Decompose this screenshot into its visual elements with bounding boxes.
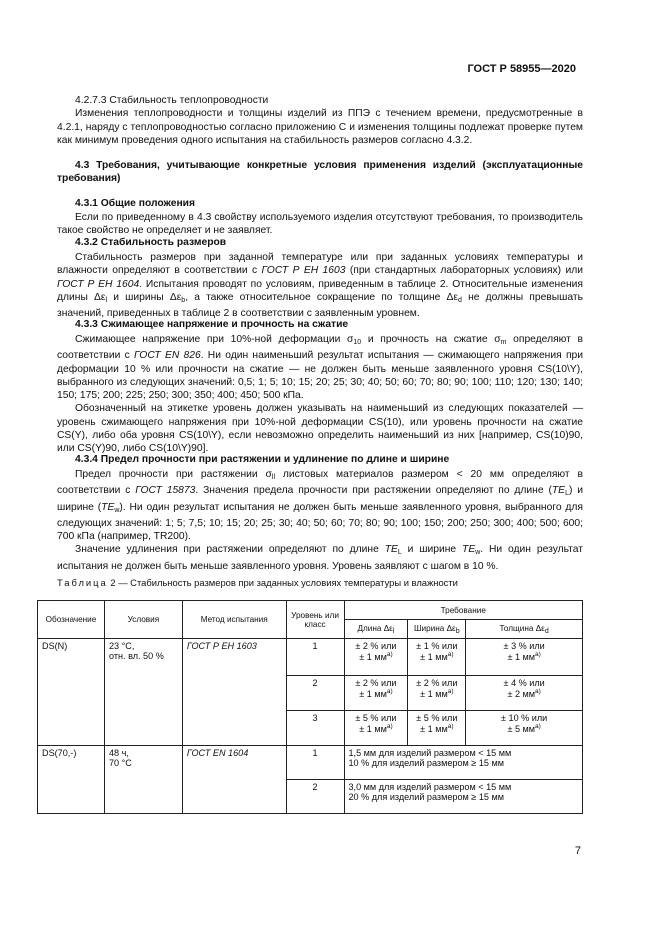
- document-id: ГОСТ Р 58955—2020: [467, 63, 576, 75]
- header-length: Длина Δεl: [344, 620, 408, 639]
- cell-conditions: 23 °C, отн. вл. 50 %: [104, 639, 182, 746]
- section-432-paragraph: Стабильность размеров при заданной температуре или при заданных условиях температуры и влажности определяют в соответствии с ГОСТ Р ЕН 1603 (при стандартных лабораторных условиях) или ГОСТ Р ЕН 1604. Испытания проводят по условиям, приведенным в таблице 2. Относительные изменения длины $\Delta\varepsilon_l$ и ширины $\Delta\varepsilon_b$, а также относительное сокращение по толщине $\Delta\varepsilon_d$ не должны превышать значений, приведенных в таблице 2 в соответствии с заявленным уровнем.: [57, 252, 584, 320]
- cell-level: 1: [286, 639, 344, 676]
- section-434-paragraph-1: Предел прочности при растяжении $\sigma_{ll}$ листовых материалов размером < 20 мм определяют в соответствии с ГОСТ 15873. Значения предела прочности при растяжении определяют по длине $(TE_L)$ и ширине $(TE_w)$. Ни один результат испытания не должен быть меньше заявленного уровня, выбранного для следующих значений: 1; 5; 7,5; 10; 15; 20; 25; 30; 40; 50; 60; 70; 80; 90; 100; 150; 200; 250; 300; 400; 500; 600; 700 кПа (например, TR200).: [57, 469, 583, 543]
- ref-gost-15873: ГОСТ 15873: [135, 485, 196, 497]
- ref-gost-1604: ГОСТ Р ЕН 1604: [57, 278, 140, 290]
- ref-gost-826: ГОСТ EN 826: [134, 350, 201, 362]
- header-level: Уровень или класс: [286, 601, 344, 639]
- cell-thickness: ± 10 % или ± 5 $мм^{a)}$: [466, 711, 583, 746]
- section-4273-title: 4.2.7.3 Стабильность теплопроводности: [75, 95, 269, 106]
- cell-conditions: 48 ч, 70 °C: [104, 746, 182, 814]
- cell-level: 2: [286, 676, 344, 711]
- section-433-paragraph-2: Обозначенный на этикетке уровень должен указывать на наименьший из следующих показателей — уровень сжимающего напряжения при 10%-ной деформации CS(10), или уровень прочности на сжатие CS(Y), либо оба уровня CS(10\Y), если невозможно определить наименьший из них [например, CS(10)90, или CS(Y)90, либо CS(10\Y)90].: [57, 403, 583, 455]
- cell-requirement: 3,0 мм для изделий размером < 15 мм 20 % для изделий размером ≥ 15 мм: [344, 780, 583, 814]
- stability-table: [37, 600, 583, 814]
- cell-length: ± 5 % или ± 1 $мм^{a)}$: [344, 711, 408, 746]
- table-row: [38, 746, 583, 780]
- cell-level: 2: [286, 780, 344, 814]
- section-433-paragraph-1: Сжимающее напряжение при 10%-ной деформации $\sigma_{10}$ и прочность на сжатие $\sigma_m$ определяют в соответствии с ГОСТ EN 826. Ни один наименьший результат испытания — сжимающего напряжения при деформации 10 % или прочности на сжатие — не должен быть меньше заявленного уровня CS(10\Y), выбранного из следующих значений: 0,5; 1; 5; 10; 15; 20; 25; 30; 40; 50; 60; 70; 80; 90; 100; 110; 120; 130; 140; 150; 175; 200; 225; 250; 300; 350; 400; 450; 500 кПа.: [57, 334, 584, 402]
- section-434-paragraph-2: Значение удлинения при растяжении определяют по длине $TE_L$ и ширине $TE_w$. Ни один результат испытания не должен быть меньше заявленного уровня. Уровень заявляют с шагом в 10 %.: [57, 544, 583, 572]
- cell-width: ± 5 % или ± 1 $мм^{a)}$: [408, 711, 466, 746]
- cell-thickness: ± 3 % или ± 1 $мм^{a)}$: [466, 639, 583, 676]
- cell-length: ± 2 % или ± 1 $мм^{a)}$: [344, 639, 408, 676]
- section-432-title: 4.3.2 Стабильность размеров: [75, 237, 227, 248]
- section-431: [57, 211, 583, 238]
- header-width: Ширина Δεb: [408, 620, 466, 639]
- cell-thickness: ± 4 % или ± 2 $мм^{a)}$: [466, 676, 583, 711]
- cell-level: 1: [286, 746, 344, 780]
- header-conditions: Условия: [104, 601, 182, 639]
- table-row: [38, 639, 583, 676]
- section-434-title: 4.3.4 Предел прочности при растяжении и удлинение по длине и ширине: [75, 454, 450, 465]
- cell-method: ГОСТ Р ЕН 1603: [182, 639, 286, 746]
- section-43-title: 4.3 Требования, учитывающие конкретные условия применения изделий (эксплуатационные требования): [57, 160, 583, 185]
- section-431-paragraph: Если по приведенному в 4.3 свойству используемого изделия отсутствуют требования, то производитель такое свойство не определяет и не заявляет.: [57, 212, 583, 237]
- page-number: 7: [574, 845, 581, 857]
- ref-gost-1603: ГОСТ Р ЕН 1603: [261, 265, 346, 277]
- section-431-title: 4.3.1 Общие положения: [75, 198, 195, 209]
- table-caption: Таблица 2 — Стабильность размеров при заданных условиях температуры и влажности: [57, 577, 458, 588]
- cell-designation: DS(N): [38, 639, 105, 746]
- cell-width: ± 1 % или ± 1 $мм^{a)}$: [408, 639, 466, 676]
- section-432: [57, 251, 583, 320]
- section-434: [57, 468, 583, 573]
- cell-width: ± 2 % или ± 1 $мм^{a)}$: [408, 676, 466, 711]
- cell-method: ГОСТ EN 1604: [182, 746, 286, 814]
- section-4273-paragraph: Изменения теплопроводности и толщины изделий из ППЭ с течением времени, предусмотренные в 4.2.1, наряду с теплопроводностью согласно приложению С и изменения толщины подлежат проверке путем как минимум проведения одного испытания на стабильность размеров согласно 4.3.2.: [57, 108, 583, 146]
- cell-level: 3: [286, 711, 344, 746]
- header-designation: Обозначение: [38, 601, 105, 639]
- header-thickness: Толщина Δεd: [466, 620, 583, 639]
- section-433-title: 4.3.3 Сжимающее напряжение и прочность на сжатие: [75, 319, 349, 330]
- header-requirement: Требование: [344, 601, 583, 620]
- cell-designation: DS(70,-): [38, 746, 105, 814]
- cell-length: ± 2 % или ± 1 $мм^{a)}$: [344, 676, 408, 711]
- cell-requirement: 1,5 мм для изделий размером < 15 мм 10 % для изделий размером ≥ 15 мм: [344, 746, 583, 780]
- section-4273: [57, 94, 583, 147]
- header-method: Метод испытания: [182, 601, 286, 639]
- section-433: [57, 333, 583, 456]
